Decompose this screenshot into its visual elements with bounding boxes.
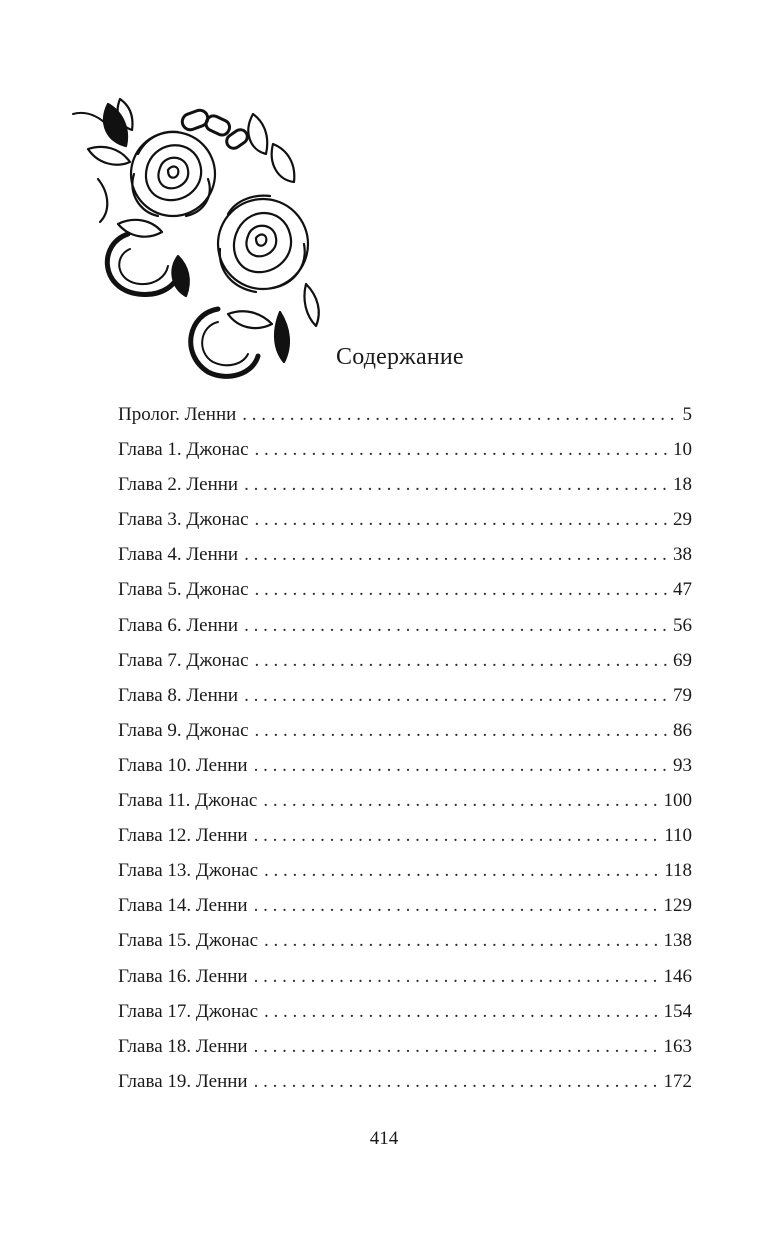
- toc-entry[interactable]: [118, 509, 692, 544]
- dot-leader: [254, 895, 660, 917]
- dot-leader: [242, 404, 678, 426]
- toc-entry-label: Пролог. Ленни: [118, 404, 237, 425]
- dot-leader: [244, 474, 669, 496]
- toc-entry[interactable]: [118, 615, 692, 650]
- dot-leader: [254, 755, 669, 777]
- dot-leader: [255, 579, 669, 601]
- toc-entry-label: Глава 4. Ленни: [118, 544, 239, 566]
- roses-handcuffs-icon: [68, 84, 338, 384]
- toc-entry-page: 29: [673, 509, 692, 531]
- toc-entry-page: 154: [663, 1000, 692, 1022]
- dot-leader: [254, 1071, 660, 1093]
- dot-leader: [254, 825, 661, 847]
- dot-leader: [264, 1001, 659, 1023]
- table-of-contents: [118, 404, 692, 1106]
- dot-leader: [263, 790, 659, 812]
- toc-entry[interactable]: [118, 755, 692, 790]
- toc-entry-page: 18: [673, 474, 692, 496]
- toc-entry-label: Глава 18. Ленни: [118, 1035, 248, 1057]
- toc-entry[interactable]: [118, 825, 692, 860]
- toc-entry-label: Глава 8. Ленни: [118, 684, 239, 706]
- toc-entry-page: 38: [673, 544, 692, 566]
- toc-entry[interactable]: [118, 544, 692, 579]
- toc-entry-page: 100: [663, 790, 692, 812]
- toc-entry-label: Глава 19. Ленни: [118, 1070, 248, 1092]
- toc-entry-page: 5: [682, 404, 692, 425]
- toc-entry-label: Глава 13. Джонас: [118, 860, 259, 882]
- toc-entry[interactable]: [118, 930, 692, 965]
- toc-entry[interactable]: [118, 790, 692, 825]
- dot-leader: [254, 1036, 660, 1058]
- toc-entry[interactable]: [118, 439, 692, 474]
- toc-entry[interactable]: [118, 860, 692, 895]
- toc-entry-page: 172: [663, 1070, 692, 1092]
- toc-entry-label: Глава 10. Ленни: [118, 754, 248, 776]
- page-title: Содержание: [336, 344, 464, 370]
- toc-entry[interactable]: [118, 895, 692, 930]
- toc-entry-page: 146: [663, 965, 692, 987]
- dot-leader: [255, 509, 669, 531]
- dot-leader: [244, 615, 669, 637]
- toc-entry-page: 129: [663, 895, 692, 917]
- toc-entry-label: Глава 15. Джонас: [118, 930, 259, 952]
- toc-entry-page: 93: [673, 754, 692, 776]
- toc-entry[interactable]: [118, 685, 692, 720]
- toc-entry[interactable]: [118, 1071, 692, 1106]
- toc-entry-page: 163: [663, 1035, 692, 1057]
- toc-entry-label: Глава 7. Джонас: [118, 649, 249, 671]
- toc-entry[interactable]: [118, 1036, 692, 1071]
- toc-entry-page: 47: [673, 579, 692, 601]
- dot-leader: [255, 650, 669, 672]
- toc-entry-label: Глава 6. Ленни: [118, 614, 239, 636]
- toc-entry[interactable]: [118, 720, 692, 755]
- toc-entry-page: 118: [664, 860, 692, 882]
- dot-leader: [255, 720, 669, 742]
- toc-entry-label: Глава 2. Ленни: [118, 474, 239, 496]
- toc-entry-label: Глава 11. Джонас: [118, 790, 258, 812]
- toc-entry-page: 110: [664, 825, 692, 847]
- toc-entry-label: Глава 16. Ленни: [118, 965, 248, 987]
- dot-leader: [264, 860, 660, 882]
- toc-entry-page: 138: [663, 930, 692, 952]
- toc-entry-page: 69: [673, 649, 692, 671]
- toc-entry-page: 86: [673, 719, 692, 741]
- dot-leader: [264, 930, 659, 952]
- toc-entry-label: Глава 14. Ленни: [118, 895, 248, 917]
- toc-entry-label: Глава 9. Джонас: [118, 719, 249, 741]
- toc-entry-page: 79: [673, 684, 692, 706]
- dot-leader: [255, 439, 669, 461]
- toc-entry-label: Глава 17. Джонас: [118, 1000, 259, 1022]
- dot-leader: [254, 966, 660, 988]
- toc-entry[interactable]: [118, 474, 692, 509]
- dot-leader: [244, 544, 669, 566]
- dot-leader: [244, 685, 669, 707]
- page-number: 414: [369, 1128, 399, 1149]
- toc-entry-page: 56: [673, 614, 692, 636]
- toc-entry[interactable]: [118, 1001, 692, 1036]
- toc-entry[interactable]: [118, 404, 692, 439]
- toc-entry-label: Глава 5. Джонас: [118, 579, 249, 601]
- toc-entry-label: Глава 12. Ленни: [118, 825, 248, 847]
- toc-entry-page: 10: [673, 439, 692, 461]
- toc-entry[interactable]: [118, 579, 692, 614]
- toc-entry-label: Глава 1. Джонас: [118, 439, 249, 461]
- toc-entry[interactable]: [118, 966, 692, 1001]
- toc-entry-label: Глава 3. Джонас: [118, 509, 249, 531]
- toc-entry[interactable]: [118, 650, 692, 685]
